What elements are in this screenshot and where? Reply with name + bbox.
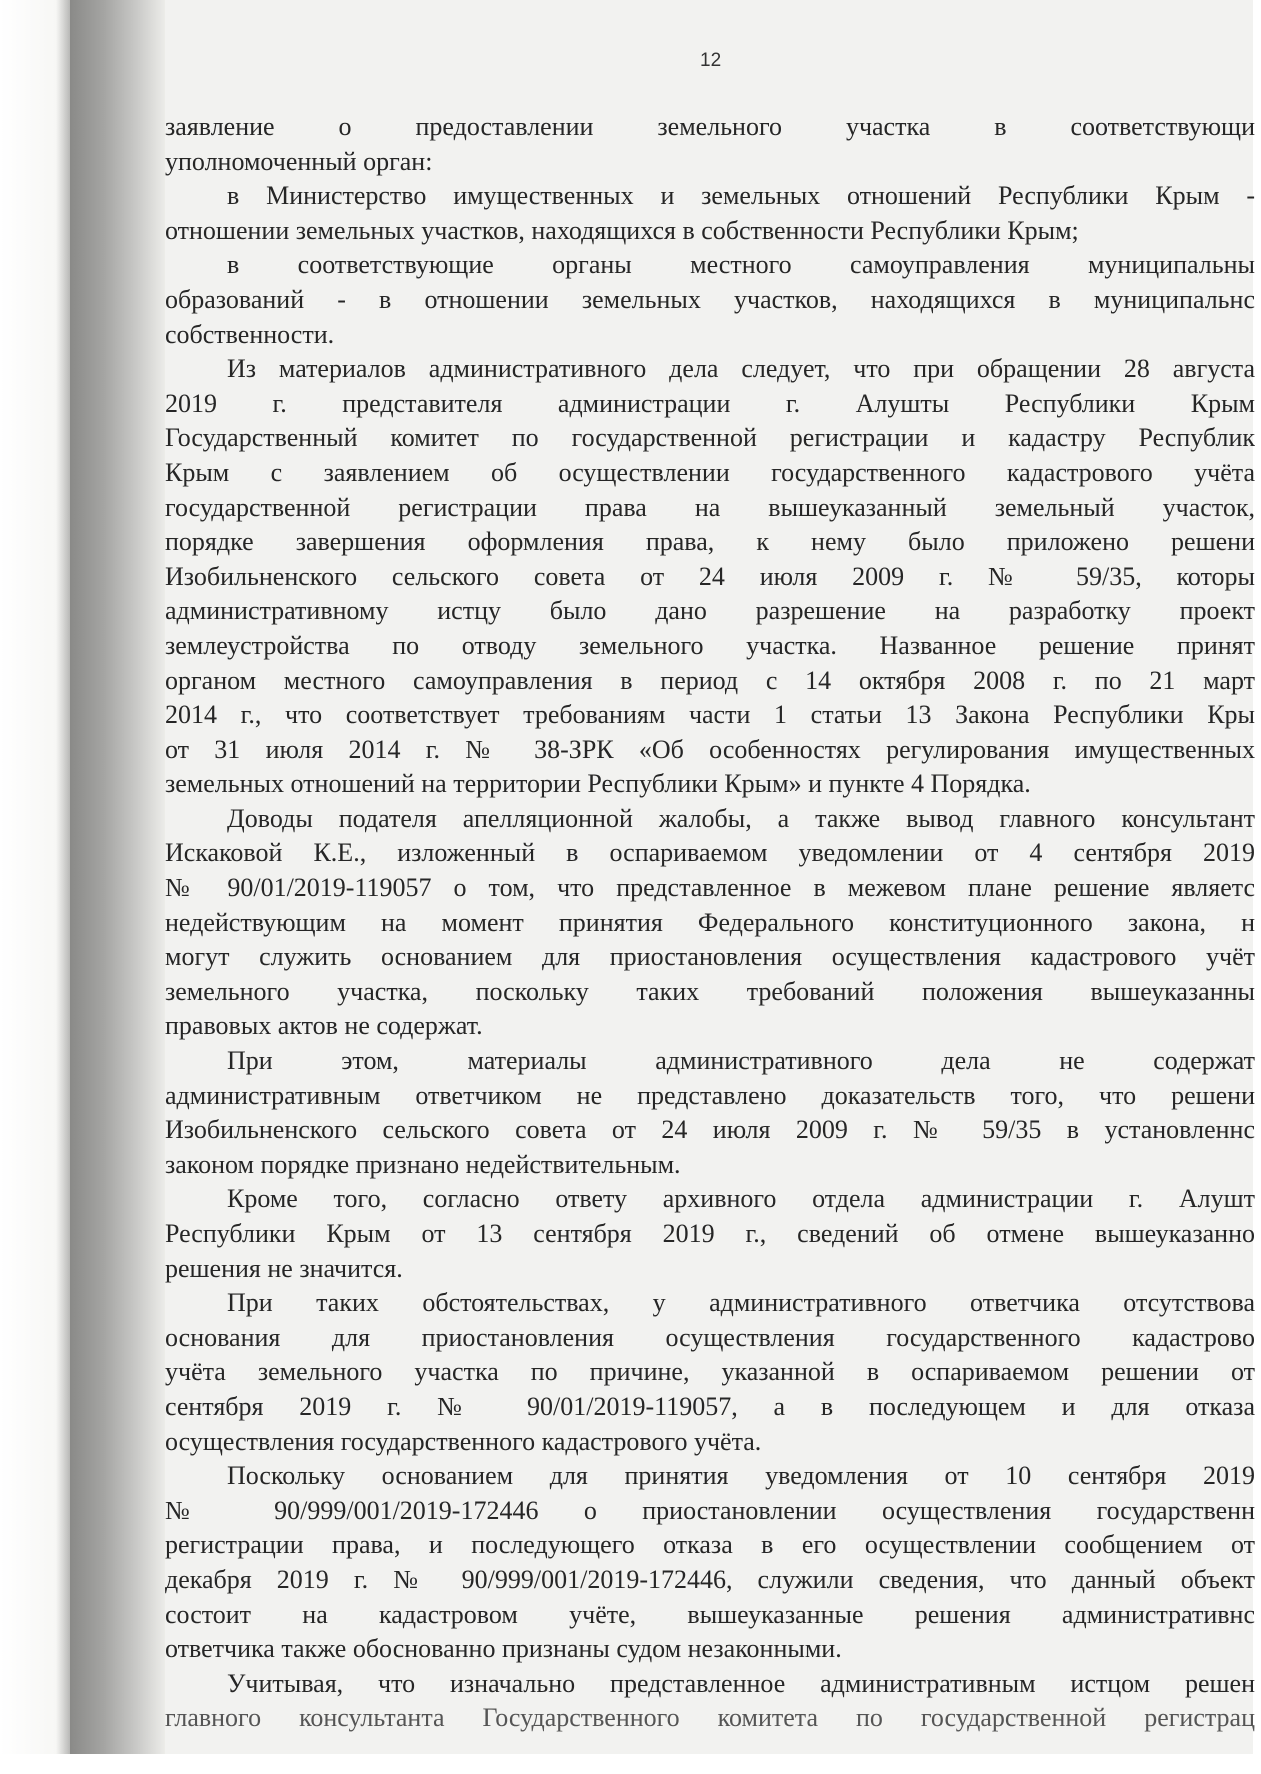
text-line: административному истцу было дано разрешение на разработку проект	[165, 596, 1255, 626]
text-line: отношении земельных участков, находящихся в собственности Республики Крым;	[165, 215, 1079, 245]
text-line: Республики Крым от 13 сентября 2019 г., сведений об отмене вышеуказанно	[165, 1219, 1255, 1248]
text-line: главного консультанта Государственного комитета по государственной регистрац	[165, 1703, 1255, 1733]
text-line: Изобильненского сельского совета от 24 июля 2009 г. № 59/35 в установленнс	[165, 1115, 1255, 1145]
text-line: Изобильненского сельского совета от 24 июля 2009 г. № 59/35, которы	[165, 561, 1255, 591]
text-line: состоит на кадастровом учёте, вышеуказанные решения административнс	[165, 1599, 1255, 1629]
text-line: Крым с заявлением об осуществлении государственного кадастрового учёта	[165, 457, 1255, 487]
text-line: Доводы подателя апелляционной жалобы, а также вывод главного консультант	[227, 803, 1255, 833]
text-line: сентября 2019 г. № 90/01/2019-119057, а в последующем и для отказа	[165, 1391, 1255, 1421]
text-line: законом порядке признано недействительным.	[165, 1149, 681, 1179]
text-line: недействующим на момент принятия Федерального конституционного закона, н	[165, 907, 1255, 937]
text-line: Государственный комитет по государственной регистрации и кадастру Республик	[165, 423, 1255, 453]
text-line: государственной регистрации права на вышеуказанный земельный участок,	[165, 492, 1255, 522]
text-line: земельных отношений на территории Республики Крым» и пункте 4 Порядка.	[165, 769, 1031, 799]
text-line: осуществления государственного кадастрового учёта.	[165, 1426, 762, 1456]
text-line: порядке завершения оформления права, к нему было приложено решени	[165, 527, 1255, 557]
text-line: органом местного самоуправления в период с 14 октября 2008 г. по 21 март	[165, 665, 1255, 695]
text-line: № 90/999/001/2019-172446 о приостановлении осуществления государственн	[165, 1495, 1255, 1525]
text-line: заявление о предоставлении земельного участка в соответствующи	[165, 112, 1255, 141]
text-line: 2014 г., что соответствует требованиям части 1 статьи 13 Закона Республики Кры	[165, 700, 1255, 730]
page-number: 12	[700, 50, 722, 71]
scan-bottom-edge	[0, 1754, 1261, 1774]
text-line: декабря 2019 г. № 90/999/001/2019-172446, служили сведения, что данный объект	[165, 1564, 1255, 1594]
text-line: ответчика также обоснованно признаны судом незаконными.	[165, 1634, 842, 1664]
scan-binding-edge	[0, 0, 70, 1774]
text-line: При таких обстоятельствах, у административного ответчика отсутствова	[227, 1288, 1255, 1318]
text-line: основания для приостановления осуществления государственного кадастрово	[165, 1322, 1255, 1352]
text-line: 2019 г. представителя администрации г. Алушты Республики Крым	[165, 388, 1255, 418]
text-line: земельного участка, поскольку таких требований положения вышеуказанны	[165, 976, 1255, 1006]
text-line: от 31 июля 2014 г. № 38-ЗРК «Об особенностях регулирования имущественных	[165, 734, 1255, 764]
text-line: правовых актов не содержат.	[165, 1011, 483, 1041]
text-line: собственности.	[165, 319, 335, 349]
text-line: При этом, материалы административного дела не содержат	[227, 1046, 1255, 1076]
text-line: административным ответчиком не представлено доказательств того, что решени	[165, 1080, 1255, 1110]
text-line: учёта земельного участка по причине, указанной в оспариваемом решении от	[165, 1357, 1255, 1387]
text-line: могут служить основанием для приостановления осуществления кадастрового учёт	[165, 942, 1255, 972]
text-line: Кроме того, согласно ответу архивного отдела администрации г. Алушт	[227, 1184, 1255, 1214]
scan-binding-shadow	[70, 0, 165, 1774]
text-line: в соответствующие органы местного самоуправления муниципальны	[227, 250, 1255, 280]
text-line: Из материалов административного дела следует, что при обращении 28 августа	[227, 354, 1255, 384]
text-line: в Министерство имущественных и земельных отношений Республики Крым -	[227, 181, 1255, 211]
text-line: уполномоченный орган:	[165, 146, 433, 176]
text-line: регистрации права, и последующего отказа в его осуществлении сообщением от	[165, 1530, 1255, 1560]
document-body	[165, 110, 1255, 1736]
text-line: землеустройства по отводу земельного участка. Названное решение принят	[165, 630, 1255, 660]
text-line: образований - в отношении земельных участков, находящихся в муниципальнс	[165, 284, 1255, 314]
text-line: № 90/01/2019-119057 о том, что представленное в межевом плане решение являетс	[165, 873, 1255, 903]
text-line: Учитывая, что изначально представленное административным истцом решен	[227, 1668, 1255, 1698]
text-line: Искаковой К.Е., изложенный в оспариваемом уведомлении от 4 сентября 2019	[165, 838, 1255, 868]
text-line: Поскольку основанием для принятия уведомления от 10 сентября 2019	[227, 1461, 1255, 1491]
text-line: решения не значится.	[165, 1253, 403, 1283]
